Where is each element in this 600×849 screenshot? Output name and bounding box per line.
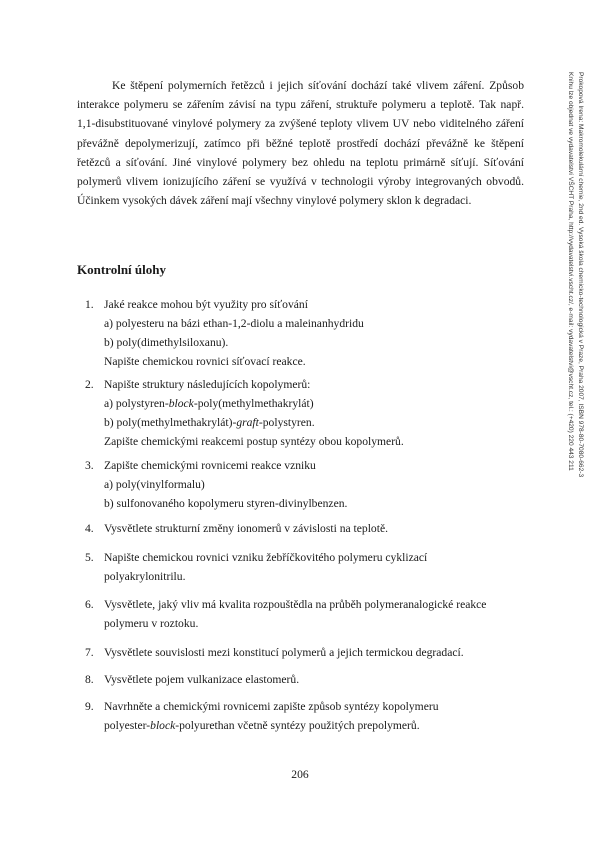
exercise-item [77, 519, 537, 538]
exercise-number: 7. [85, 646, 94, 659]
exercise-line: Vysvětlete pojem vulkanizace elastomerů. [104, 673, 300, 686]
exercise-line: a) polystyren-block-poly(methylmethakrylát) [104, 397, 314, 410]
exercise-line: Vysvětlete, jaký vliv má kvalita rozpouštědla na průběh polymeranalogické reakce [104, 598, 487, 611]
exercise-item [77, 697, 537, 735]
exercise-item [77, 456, 537, 513]
exercise-item [77, 375, 537, 451]
exercise-line: Vysvětlete souvislosti mezi konstitucí polymerů a jejich termickou degradací. [104, 646, 464, 659]
page-number: 206 [291, 768, 309, 781]
section-heading: Kontrolní úlohy [77, 262, 166, 277]
intro-paragraph [77, 76, 524, 210]
exercise-line: Napište struktury následujících kopolymerů: [104, 378, 311, 391]
exercise-item [77, 548, 537, 586]
exercise-line: Napište chemickou rovnici síťovací reakce. [104, 355, 306, 368]
exercise-body [104, 548, 537, 586]
intro-text: Ke štěpení polymerních řetězců i jejich síťování dochází také vlivem záření. Způsob interakce polymeru se zářením závisí na typu záření, struktuře polymeru a teplotě. Tak např. 1,1-disubstituované vinylové polymery za zvýšené teploty vlivem UV nebo viditelného záření převážně depolymerizují, zatímco při běžné teplotě prostředí dochází převážně ke štěpení řetězců a síťování. Jiné vinylové polymery bez ohledu na teplotu primárně síťují. Síťování polymerů vlivem ionizujícího záření se využívá v technologii výroby integrovaných obvodů. Účinkem vysokých dávek záření mají všechny vinylové polymery sklon k degradaci. [77, 79, 524, 208]
copyright-sidebar [565, 72, 585, 672]
exercise-body [104, 519, 537, 538]
exercise-line: polyakrylonitrilu. [104, 570, 186, 583]
exercise-line: Zapište chemickými reakcemi postup syntézy obou kopolymerů. [104, 435, 404, 448]
exercise-number: 5. [85, 551, 94, 564]
exercise-line: a) polyesteru na bázi ethan-1,2-diolu a maleinanhydridu [104, 317, 364, 330]
exercise-body [104, 595, 537, 633]
sidebar-line: Knihu lze objednat ve vydavatelství VŠCHT Praha, http://vydavatelstvi.vscht.cz/, e-mail: vydavatelstvi@vscht.cz, tel.: (+420) 220 443 211 [567, 72, 574, 471]
exercise-body [104, 375, 537, 451]
exercise-line: b) sulfonovaného kopolymeru styren-divinylbenzen. [104, 497, 348, 510]
exercise-number: 8. [85, 673, 94, 686]
exercise-body [104, 697, 537, 735]
exercise-number: 2. [85, 378, 94, 391]
exercise-number: 3. [85, 459, 94, 472]
exercise-body [104, 456, 537, 513]
exercise-line: Zapište chemickými rovnicemi reakce vzniku [104, 459, 316, 472]
exercise-body [104, 643, 537, 662]
exercise-number: 4. [85, 522, 94, 535]
exercise-line: a) poly(vinylformalu) [104, 478, 205, 491]
exercise-line: b) poly(dimethylsiloxanu). [104, 336, 229, 349]
exercise-line: polyester-block-polyurethan včetně syntézy použitých prepolymerů. [104, 719, 420, 732]
exercise-number: 1. [85, 298, 94, 311]
exercise-number: 9. [85, 700, 94, 713]
exercise-item [77, 595, 537, 633]
exercise-line: polymeru v roztoku. [104, 617, 199, 630]
exercise-number: 6. [85, 598, 94, 611]
exercise-line: Navrhněte a chemickými rovnicemi zapište způsob syntézy kopolymeru [104, 700, 439, 713]
exercise-item [77, 670, 537, 689]
exercise-body [104, 295, 537, 371]
sidebar-line: Prokopová Irena: Makromolekulární chemie, 2nd ed. Vysoká škola chemicko-technologická v Praze, Praha 2007, ISBN 978-80-7080-662-3 [577, 72, 584, 478]
exercise-line: Jaké reakce mohou být využity pro síťování [104, 298, 308, 311]
exercise-item [77, 295, 537, 371]
exercise-body [104, 670, 537, 689]
exercise-item [77, 643, 537, 662]
exercise-line: Vysvětlete strukturní změny ionomerů v závislosti na teplotě. [104, 522, 388, 535]
exercise-line: Napište chemickou rovnici vzniku žebříčkovitého polymeru cyklizací [104, 551, 428, 564]
exercise-line: b) poly(methylmethakrylát)-graft-polystyren. [104, 416, 315, 429]
